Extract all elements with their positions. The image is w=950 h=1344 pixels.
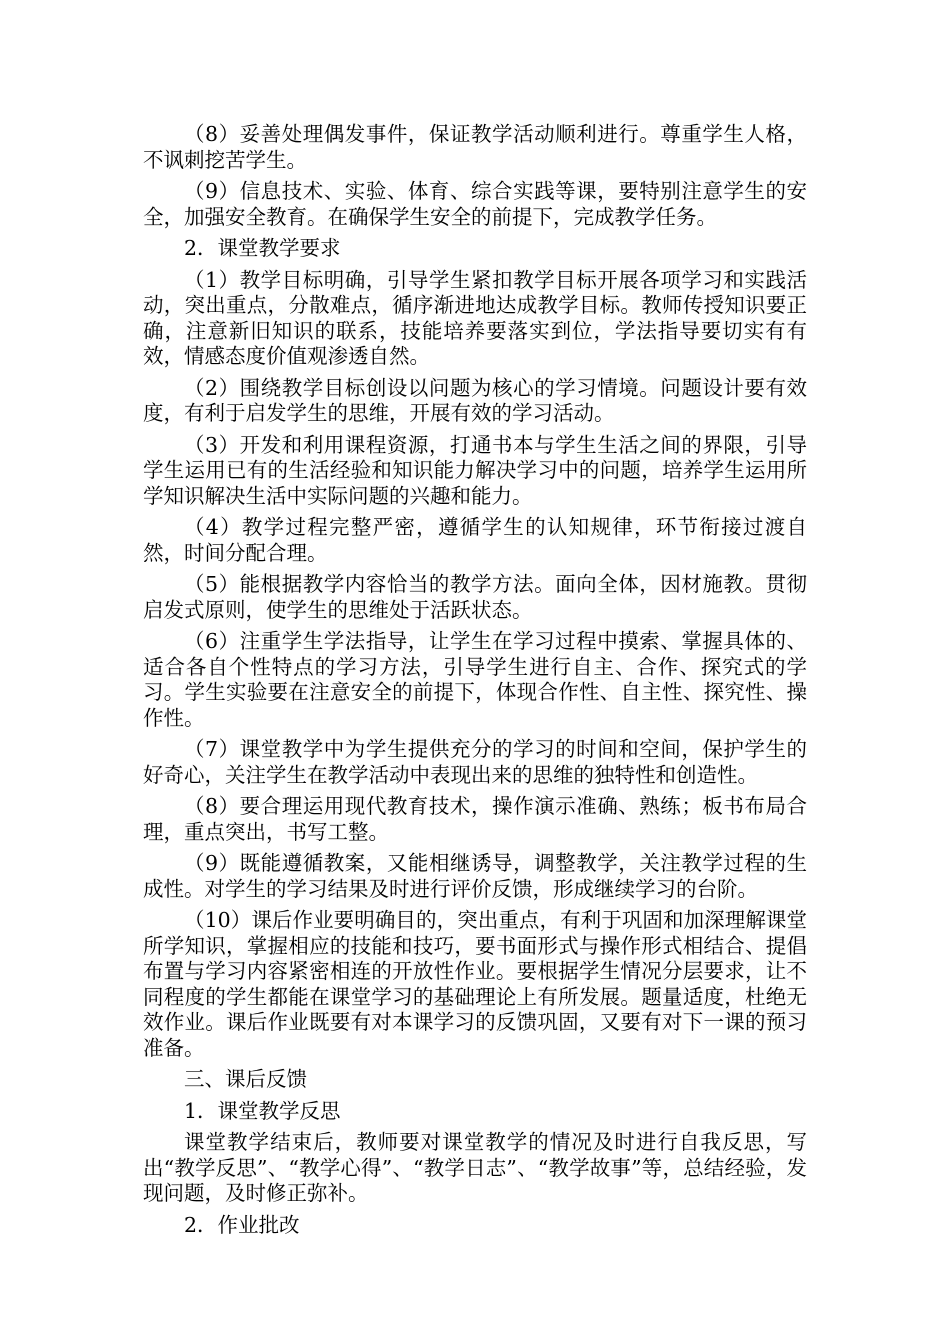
paragraph-req-1-objectives: （1）教学目标明确，引导学生紧扣教学目标开展各项学习和实践活动，突出重点，分散难点，循序渐进地达成教学目标。教师传授知识要正确，注意新旧知识的联系，技能培养要落实到位，学法指导要切实有有效，情感态度价值观渗透自然。 xyxy=(143,267,807,368)
paragraph-req-10-homework: （10）课后作业要明确目的，突出重点，有利于巩固和加深理解课堂所学知识，掌握相应的技能和技巧，要书面形式与操作形式相结合、提倡布置与学习内容紧密相连的开放性作业。要根据学生情况分层要求，让不同程度的学生都能在课堂学习的基础理论上有所发展。题量适度，杜绝无效作业。课后作业既要有对本课学习的反馈巩固，又要有对下一课的预习准备。 xyxy=(143,908,807,1060)
subsection-heading-homework-correction: 2．作业批改 xyxy=(184,1212,300,1237)
section-heading-after-class-feedback: 三、课后反馈 xyxy=(184,1067,307,1091)
paragraph-req-7-time-space: （7）课堂教学中为学生提供充分的学习的时间和空间，保护学生的好奇心，关注学生在教学活动中表现出来的思维的独特性和创造性。 xyxy=(143,737,807,787)
section-heading-classroom-requirements: 2．课堂教学要求 xyxy=(184,236,341,260)
paragraph-req-9-lesson-plan: （9）既能遵循教案，又能相继诱导，调整教学，关注教学过程的生成性。对学生的学习结果及时进行评价反馈，形成继续学习的台阶。 xyxy=(143,851,807,901)
paragraph-req-3-resources: （3）开发和利用课程资源，打通书本与学生生活之间的界限，引导学生运用已有的生活经验和知识能力解决学习中的问题，培养学生运用所学知识解决生活中实际问题的兴趣和能力。 xyxy=(143,432,807,508)
paragraph-req-8-technology: （8）要合理运用现代教育技术，操作演示准确、熟练；板书布局合理，重点突出，书写工整。 xyxy=(143,794,807,844)
paragraph-req-4-process: （4）教学过程完整严密，遵循学生的认知规律，环节衔接过渡自然，时间分配合理。 xyxy=(143,515,807,565)
document-page xyxy=(143,122,807,1244)
paragraph-req-5-methods: （5）能根据教学内容恰当的教学方法。面向全体，因材施教。贯彻启发式原则，使学生的思维处于活跃状态。 xyxy=(143,572,807,622)
paragraph-reflection: 课堂教学结束后，教师要对课堂教学的情况及时进行自我反思，写出“教学反思”、“教学心得”、“教学日志”、“教学故事”等，总结经验，发现问题，及时修正弥补。 xyxy=(143,1130,807,1205)
paragraph-req-6-study-guidance: （6）注重学生学法指导，让学生在学习过程中摸索、掌握具体的、适合各自个性特点的学习方法，引导学生进行自主、合作、探究式的学习。学生实验要在注意安全的前提下，体现合作性、自主性、探究性、操作性。 xyxy=(143,629,807,730)
paragraph-item-8-handle-incidents: （8）妥善处理偶发事件，保证教学活动顺利进行。尊重学生人格，不讽刺挖苦学生。 xyxy=(143,122,807,172)
subsection-heading-teaching-reflection: 1．课堂教学反思 xyxy=(184,1098,341,1123)
paragraph-item-9-safety: （9）信息技术、实验、体育、综合实践等课，要特别注意学生的安全，加强安全教育。在确保学生安全的前提下，完成教学任务。 xyxy=(143,179,807,229)
paragraph-req-2-problem-situation: （2）围绕教学目标创设以问题为核心的学习情境。问题设计要有效度，有利于启发学生的思维，开展有效的学习活动。 xyxy=(143,375,807,425)
